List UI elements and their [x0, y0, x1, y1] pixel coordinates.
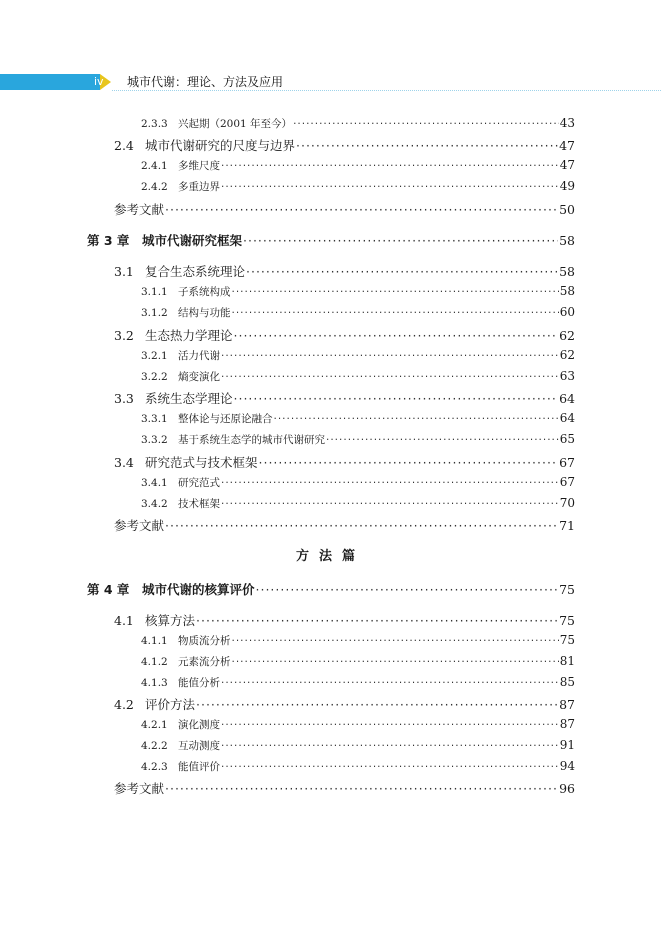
toc-page: 58 — [559, 284, 575, 298]
toc-chapter-3[interactable] — [87, 231, 575, 249]
toc-entry-3-3-1[interactable] — [141, 411, 575, 426]
toc-number: 2.4.2 — [141, 181, 168, 193]
toc-leader — [221, 740, 559, 752]
toc-title: 参考文献 — [114, 202, 165, 217]
toc-title: 城市代谢研究的尺度与边界 — [145, 138, 296, 153]
toc-chapter-number: 第 3 章 — [87, 233, 130, 248]
toc-leader — [232, 307, 559, 319]
toc-number: 3.3.1 — [141, 413, 168, 425]
toc-title: 研究范式与技术框架 — [145, 455, 258, 470]
toc-title: 能值分析 — [178, 677, 220, 689]
toc-entry-3-2-2[interactable] — [141, 369, 575, 384]
toc-leader — [165, 781, 558, 796]
toc-number: 3.3 — [114, 391, 134, 406]
toc-number: 4.1 — [114, 613, 134, 628]
toc-entry-3-4-1[interactable] — [141, 475, 575, 490]
toc-number: 3.1.1 — [141, 286, 168, 298]
toc-leader — [243, 233, 558, 248]
toc-title: 结构与功能 — [178, 307, 231, 319]
header-bar — [0, 74, 100, 90]
toc-page: 75 — [559, 613, 575, 628]
toc-entry-3-3-2[interactable] — [141, 432, 575, 447]
book-title: 城市代谢：理论、方法及应用 — [127, 75, 284, 89]
toc-leader — [221, 677, 559, 689]
toc-page: 58 — [559, 264, 575, 279]
toc-title: 互动测度 — [178, 740, 220, 752]
toc-leader — [259, 455, 559, 470]
toc-number: 3.1 — [114, 264, 134, 279]
toc-page: 62 — [559, 328, 575, 343]
toc-page: 64 — [559, 391, 575, 406]
toc-title: 元素流分析 — [178, 656, 231, 668]
toc-number: 2.4 — [114, 138, 134, 153]
toc-number: 2.3.3 — [141, 118, 168, 130]
toc-entry-4-2-3[interactable] — [141, 759, 575, 774]
toc-entry-2-4[interactable] — [114, 136, 575, 154]
toc-chapter-title: 城市代谢研究框架 — [142, 233, 243, 248]
toc-title: 研究范式 — [178, 477, 220, 489]
toc-leader — [326, 434, 559, 446]
toc-title: 复合生态系统理论 — [145, 264, 246, 279]
toc-page: 75 — [559, 582, 575, 597]
toc-title: 基于系统生态学的城市代谢研究 — [178, 434, 325, 446]
toc-number: 4.1.1 — [141, 635, 168, 647]
toc-page: 75 — [559, 633, 575, 647]
toc-leader — [232, 656, 559, 668]
toc-title: 兴起期（2001 年至今） — [178, 118, 293, 130]
toc-number: 4.2.1 — [141, 719, 168, 731]
toc-title: 生态热力学理论 — [145, 328, 233, 343]
toc-page: 63 — [559, 369, 575, 383]
toc-leader — [221, 498, 559, 510]
toc-leader — [221, 181, 559, 193]
toc-title: 评价方法 — [145, 697, 196, 712]
toc-title: 整体论与还原论融合 — [178, 413, 273, 425]
toc-leader — [165, 518, 558, 533]
toc-page: 94 — [559, 759, 575, 773]
toc-entry-references-ch3[interactable] — [114, 516, 575, 534]
toc-page: 81 — [559, 654, 575, 668]
toc-page: 87 — [559, 697, 575, 712]
toc-leader — [196, 697, 558, 712]
toc-entry-3-1-1[interactable] — [141, 284, 575, 299]
toc-entry-3-1[interactable] — [114, 262, 575, 280]
toc-page: 60 — [559, 305, 575, 319]
toc-entry-3-2[interactable] — [114, 326, 575, 344]
toc-entry-4-2-2[interactable] — [141, 738, 575, 753]
toc-title: 活力代谢 — [178, 350, 220, 362]
toc-number: 4.2 — [114, 697, 134, 712]
toc-leader — [293, 118, 559, 130]
toc-page: 91 — [559, 738, 575, 752]
toc-number: 2.4.1 — [141, 160, 168, 172]
header-rule — [112, 90, 661, 91]
toc-entry-4-2[interactable] — [114, 695, 575, 713]
toc-leader — [221, 160, 559, 172]
toc-leader — [296, 138, 558, 153]
toc-leader — [246, 264, 558, 279]
toc-leader — [232, 635, 559, 647]
toc-page: 70 — [559, 496, 575, 510]
toc-page: 58 — [559, 233, 575, 248]
toc-title: 参考文献 — [114, 781, 165, 796]
toc-number: 4.2.3 — [141, 761, 168, 773]
toc-page: 71 — [559, 518, 575, 533]
toc-leader — [232, 286, 559, 298]
toc-title: 熵变演化 — [178, 371, 220, 383]
toc-entry-4-1[interactable] — [114, 611, 575, 629]
toc-leader — [234, 391, 559, 406]
toc-leader — [221, 761, 559, 773]
toc-title: 子系统构成 — [178, 286, 231, 298]
toc-page: 96 — [559, 781, 575, 796]
toc-number: 3.3.2 — [141, 434, 168, 446]
toc-leader — [274, 413, 559, 425]
toc-leader — [221, 371, 559, 383]
toc-title: 多维尺度 — [178, 160, 220, 172]
toc-leader — [221, 477, 559, 489]
toc-title: 系统生态学理论 — [145, 391, 233, 406]
toc-title: 演化测度 — [178, 719, 220, 731]
toc-page: 62 — [559, 348, 575, 362]
toc-page: 87 — [559, 717, 575, 731]
toc-entry-3-4[interactable] — [114, 453, 575, 471]
toc-number: 4.1.2 — [141, 656, 168, 668]
toc-page: 47 — [559, 158, 575, 172]
toc-title: 技术框架 — [178, 498, 220, 510]
toc-entry-4-2-1[interactable] — [141, 717, 575, 732]
toc-title: 核算方法 — [145, 613, 196, 628]
toc-entry-3-2-1[interactable] — [141, 348, 575, 363]
toc-leader — [234, 328, 559, 343]
toc-entry-3-3[interactable] — [114, 389, 575, 407]
toc-page: 85 — [559, 675, 575, 689]
toc-title: 参考文献 — [114, 518, 165, 533]
toc-number: 3.4.2 — [141, 498, 168, 510]
toc-entry-4-1-2[interactable] — [141, 654, 575, 669]
toc-page: 50 — [559, 202, 575, 217]
toc-number: 3.4 — [114, 455, 134, 470]
toc-leader — [196, 613, 558, 628]
part-title: 方法篇 — [295, 549, 365, 564]
toc-title: 多重边界 — [178, 181, 220, 193]
toc-entry-4-1-1[interactable] — [141, 633, 575, 648]
toc-chapter-number: 第 4 章 — [87, 582, 130, 597]
toc-chapter-title: 城市代谢的核算评价 — [142, 582, 255, 597]
toc-page: 67 — [559, 475, 575, 489]
page-number: iv — [94, 75, 104, 88]
toc-page: 43 — [559, 116, 575, 130]
toc-leader — [221, 719, 559, 731]
toc-number: 3.2.2 — [141, 371, 168, 383]
toc-entry-2-4-1[interactable] — [141, 158, 575, 173]
toc-leader — [221, 350, 559, 362]
toc-entry-4-1-3[interactable] — [141, 675, 575, 690]
toc-page: 67 — [559, 455, 575, 470]
toc-entry-references-ch2[interactable] — [114, 200, 575, 218]
toc-title: 物质流分析 — [178, 635, 231, 647]
toc-leader — [165, 202, 558, 217]
toc-title: 能值评价 — [178, 761, 220, 773]
toc-number: 3.2 — [114, 328, 134, 343]
toc-number: 4.1.3 — [141, 677, 168, 689]
toc-entry-3-1-2[interactable] — [141, 305, 575, 320]
toc-number: 3.4.1 — [141, 477, 168, 489]
toc-chapter-4[interactable] — [87, 580, 575, 598]
toc-page: 49 — [559, 179, 575, 193]
toc-number: 3.1.2 — [141, 307, 168, 319]
toc-page: 47 — [559, 138, 575, 153]
toc-page: 64 — [559, 411, 575, 425]
toc-number: 3.2.1 — [141, 350, 168, 362]
toc-entry-3-4-2[interactable] — [141, 496, 575, 511]
toc-entry-references-ch4[interactable] — [114, 779, 575, 797]
toc-page: 65 — [559, 432, 575, 446]
toc-entry-2-3-3[interactable] — [141, 116, 575, 131]
toc-number: 4.2.2 — [141, 740, 168, 752]
toc-entry-2-4-2[interactable] — [141, 179, 575, 194]
toc-leader — [256, 582, 559, 597]
